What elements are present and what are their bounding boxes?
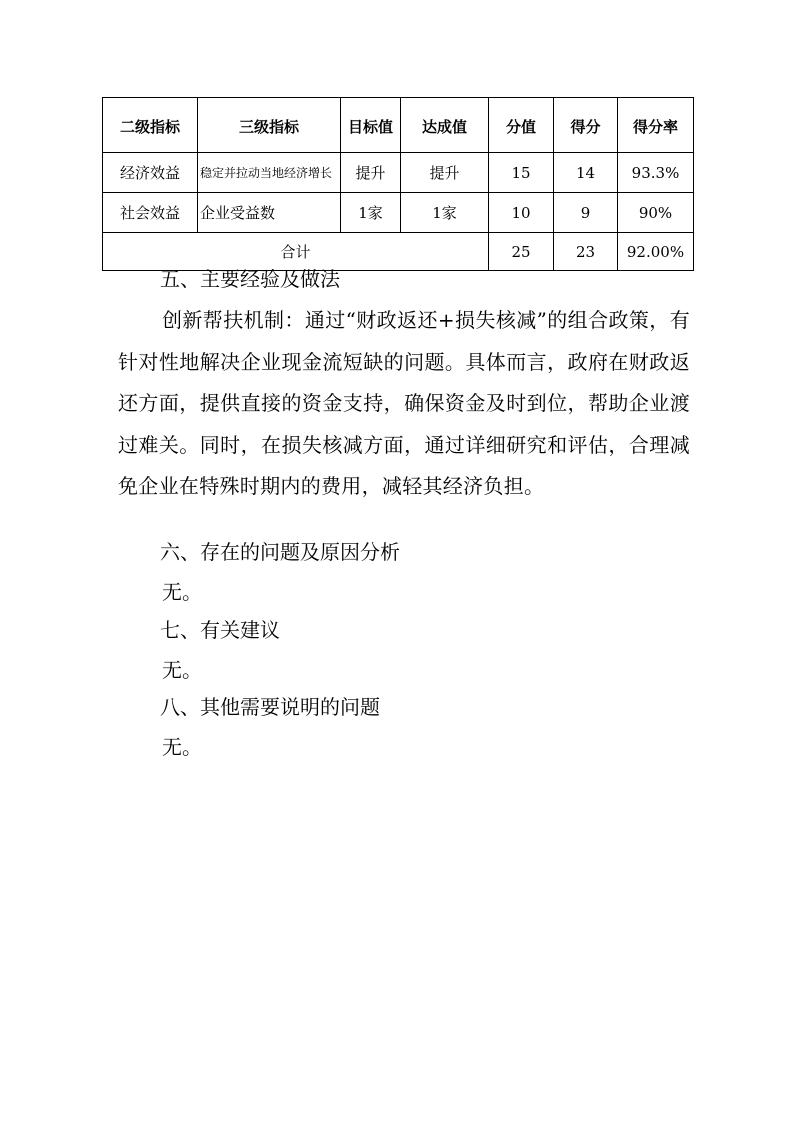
header-achieved-value: 达成值 xyxy=(401,98,489,153)
cell-score-value: 15 xyxy=(489,153,554,193)
cell-level3: 企业受益数 xyxy=(198,193,341,233)
cell-total-score: 23 xyxy=(554,233,618,271)
cell-rate: 90% xyxy=(618,193,694,233)
cell-score: 14 xyxy=(554,153,618,193)
section-heading-experience: 五、主要经验及做法 xyxy=(160,267,340,291)
section-heading-other: 八、其他需要说明的问题 xyxy=(160,695,380,719)
cell-target: 1家 xyxy=(341,193,401,233)
cell-total-score-value: 25 xyxy=(489,233,554,271)
table-row xyxy=(103,153,694,193)
cell-level2: 经济效益 xyxy=(103,153,198,193)
cell-rate: 93.3% xyxy=(618,153,694,193)
header-target-value: 目标值 xyxy=(341,98,401,153)
cell-target: 提升 xyxy=(341,153,401,193)
section-body-problems: 无。 xyxy=(162,580,202,604)
header-score-rate: 得分率 xyxy=(618,98,694,153)
header-score: 得分 xyxy=(554,98,618,153)
header-level3-indicator: 三级指标 xyxy=(198,98,341,153)
table-header-row xyxy=(103,98,694,153)
cell-score: 9 xyxy=(554,193,618,233)
header-score-value: 分值 xyxy=(489,98,554,153)
section-body-other: 无。 xyxy=(162,735,202,759)
table-row xyxy=(103,193,694,233)
cell-total-label: 合计 xyxy=(103,233,489,271)
cell-score-value: 10 xyxy=(489,193,554,233)
performance-indicator-table xyxy=(102,97,694,271)
cell-level2: 社会效益 xyxy=(103,193,198,233)
section-body-suggestions: 无。 xyxy=(162,658,202,682)
section-heading-problems: 六、存在的问题及原因分析 xyxy=(160,540,400,564)
header-level2-indicator: 二级指标 xyxy=(103,98,198,153)
cell-achieved: 提升 xyxy=(401,153,489,193)
cell-achieved: 1家 xyxy=(401,193,489,233)
cell-level3: 稳定并拉动当地经济增长 xyxy=(198,153,341,193)
cell-total-rate: 92.00% xyxy=(618,233,694,271)
section-body-experience: 创新帮扶机制：通过“财政返还+损失核减”的组合政策，有针对性地解决企业现金流短缺的问题。具体而言，政府在财政返还方面，提供直接的资金支持，确保资金及时到位，帮助企业渡过难关。同时，在损失核减方面，通过详细研究和评估，合理减免企业在特殊时期内的费用，减轻其经济负担。 xyxy=(118,308,690,498)
section-heading-suggestions: 七、有关建议 xyxy=(160,618,280,642)
